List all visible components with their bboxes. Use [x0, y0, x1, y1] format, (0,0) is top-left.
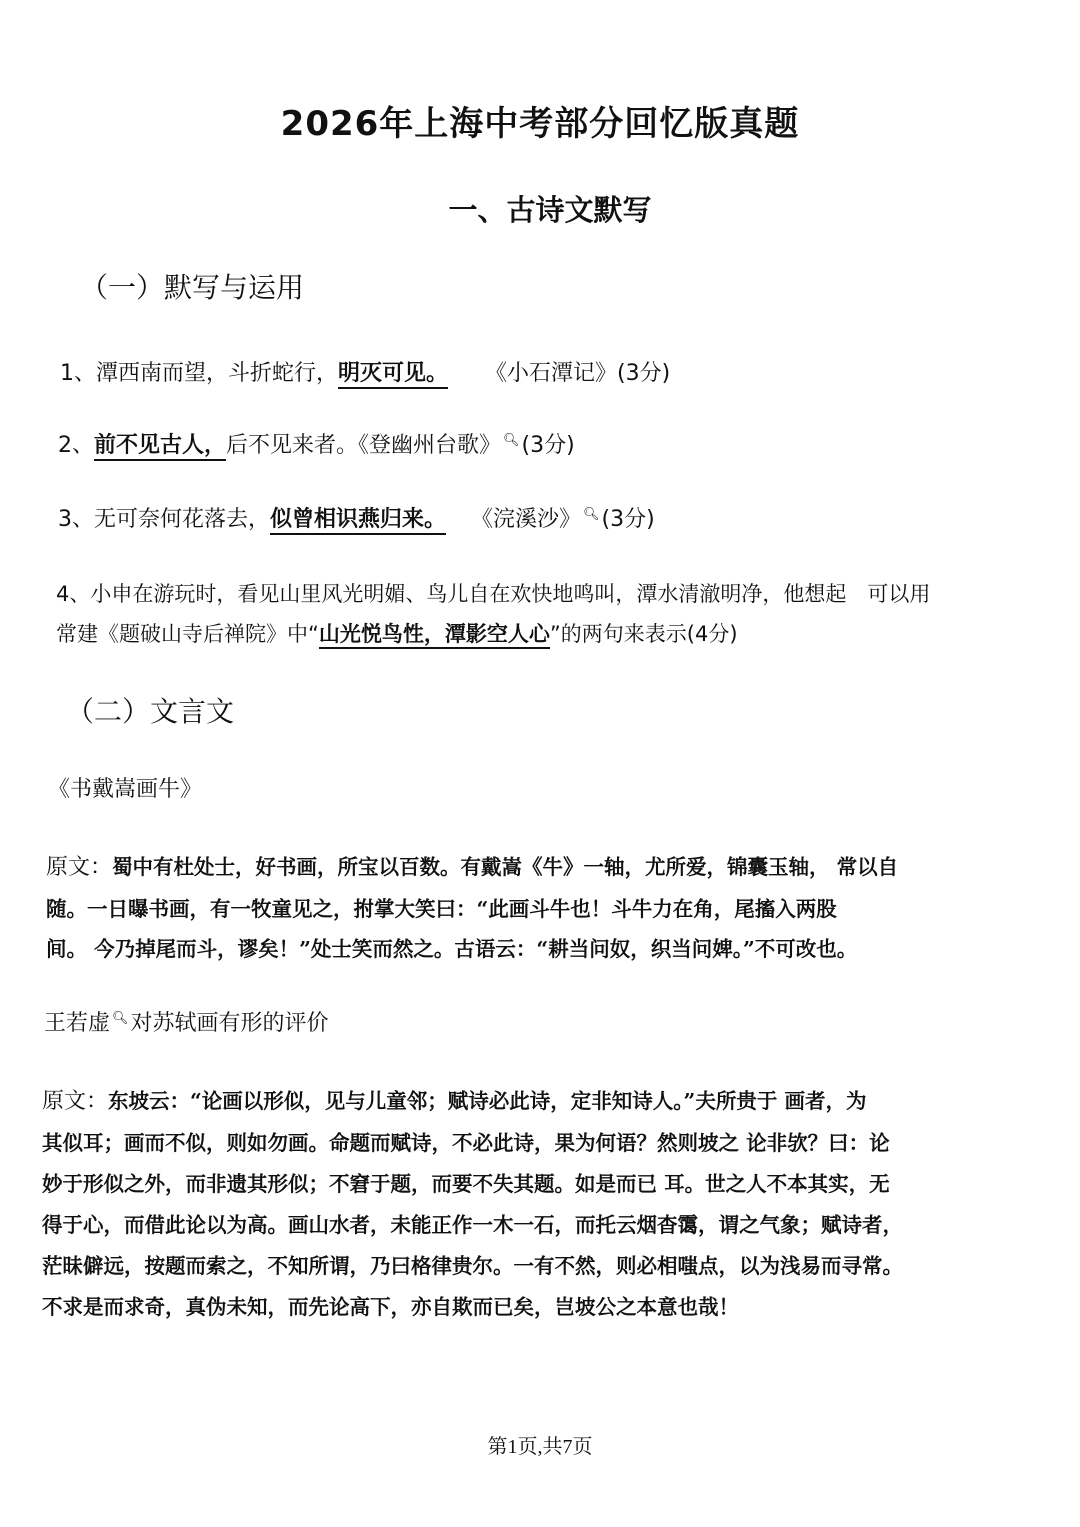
question-2-number: 2、	[58, 433, 94, 458]
search-icon[interactable]: 🔍︎	[503, 432, 520, 448]
text-2-title-author: 王若虚	[44, 1011, 111, 1036]
question-4-line-1: 4、小申在游玩时，看见山里风光明媚、鸟儿自在欢快地鸣叫，潭水清澈明净，他想起 可以用	[56, 582, 931, 606]
section-heading-poetry: 一、古诗文默写	[448, 193, 652, 227]
question-1-source: 《小石潭记》(3分)	[496, 361, 671, 386]
text-1-line-1-text: 蜀中有杜处士，好书画，所宝以百数。有戴嵩《牛》一轴，尤所爱，锦囊玉轴， 常以自	[112, 855, 899, 879]
subsection-heading-dictation: （一）默写与运用	[80, 271, 305, 304]
search-icon[interactable]: 🔍︎	[583, 506, 600, 522]
question-4-text: 常建《题破山寺后禅院》中“	[56, 622, 319, 646]
text-2-line-1-text: 东坡云：“论画以形似，见与儿童邻；赋诗必此诗，定非知诗人。”夫所贵于 画者，为	[108, 1089, 867, 1113]
question-3-source: 《浣溪沙》	[482, 507, 582, 532]
text-1-line-1	[46, 850, 898, 881]
question-2-text: 后不见来者。《登幽州台歌》	[226, 433, 502, 458]
question-1-text: 1、潭西南而望，斗折蛇行，	[60, 361, 338, 386]
text-2-line-2: 其似耳；画而不似，则如勿画。命题而赋诗，不必此诗，果为何语？然则坡之 论非欤？曰：论	[42, 1131, 890, 1155]
text-2-title-rest: 对苏轼画有形的评价	[130, 1011, 329, 1036]
question-3-score: (3分)	[601, 507, 655, 532]
question-3-text: 3、无可奈何花落去，	[58, 507, 270, 532]
text-2-line-1	[42, 1084, 866, 1115]
question-1	[60, 356, 670, 387]
question-4-tail: ”的两句来表示(4分)	[549, 622, 738, 646]
question-3	[58, 502, 655, 533]
search-icon[interactable]: 🔍︎	[112, 1010, 129, 1026]
text-2-line-4: 得于心，而借此论以为高。画山水者，未能正作一木一石，而托云烟杳霭，谓之气象；赋诗者，	[42, 1213, 903, 1237]
text-2-line-3: 妙于形似之外，而非遗其形似；不窘于题，而要不失其题。如是而已 耳。世之人不本其实，无	[42, 1172, 890, 1196]
text-1-line-2: 随。一日曝书画，有一牧童见之，拊掌大笑曰：“此画斗牛也！斗牛力在角，尾搐入两股	[46, 897, 837, 921]
question-2	[58, 428, 575, 459]
text-2-title	[44, 1006, 329, 1037]
question-1-answer: 明灭可见。	[338, 361, 448, 389]
question-4-answer: 山光悦鸟性，潭影空人心	[319, 622, 550, 649]
subsection-heading-classical: （二）文言文	[66, 695, 235, 728]
text-2-label: 原文：	[42, 1089, 109, 1114]
text-1-line-3: 间。 今乃掉尾而斗，谬矣！”处士笑而然之。古语云：“耕当问奴，织当问婢。”不可改也。	[46, 937, 858, 961]
page-number: 第1页,共7页	[487, 1436, 593, 1458]
page-title: 2026年上海中考部分回忆版真题	[280, 104, 800, 144]
question-2-score: (3分)	[521, 433, 575, 458]
question-4-line-2	[56, 618, 738, 648]
text-1-title	[48, 772, 202, 803]
question-3-answer: 似曾相识燕归来。	[270, 507, 446, 535]
text-1-label: 原文：	[46, 855, 113, 880]
text-1-title-text: 《书戴嵩画牛》	[48, 777, 203, 802]
text-2-line-5: 茫昧僻远，按题而索之，不知所谓，乃曰格律贵尔。一有不然，则必相嗤点，以为浅易而寻常。	[42, 1254, 903, 1278]
question-2-answer: 前不见古人，	[94, 433, 226, 461]
text-2-line-6: 不求是而求奇，真伪未知，而先论高下，亦自欺而已矣，岂坡公之本意也哉！	[42, 1295, 739, 1319]
